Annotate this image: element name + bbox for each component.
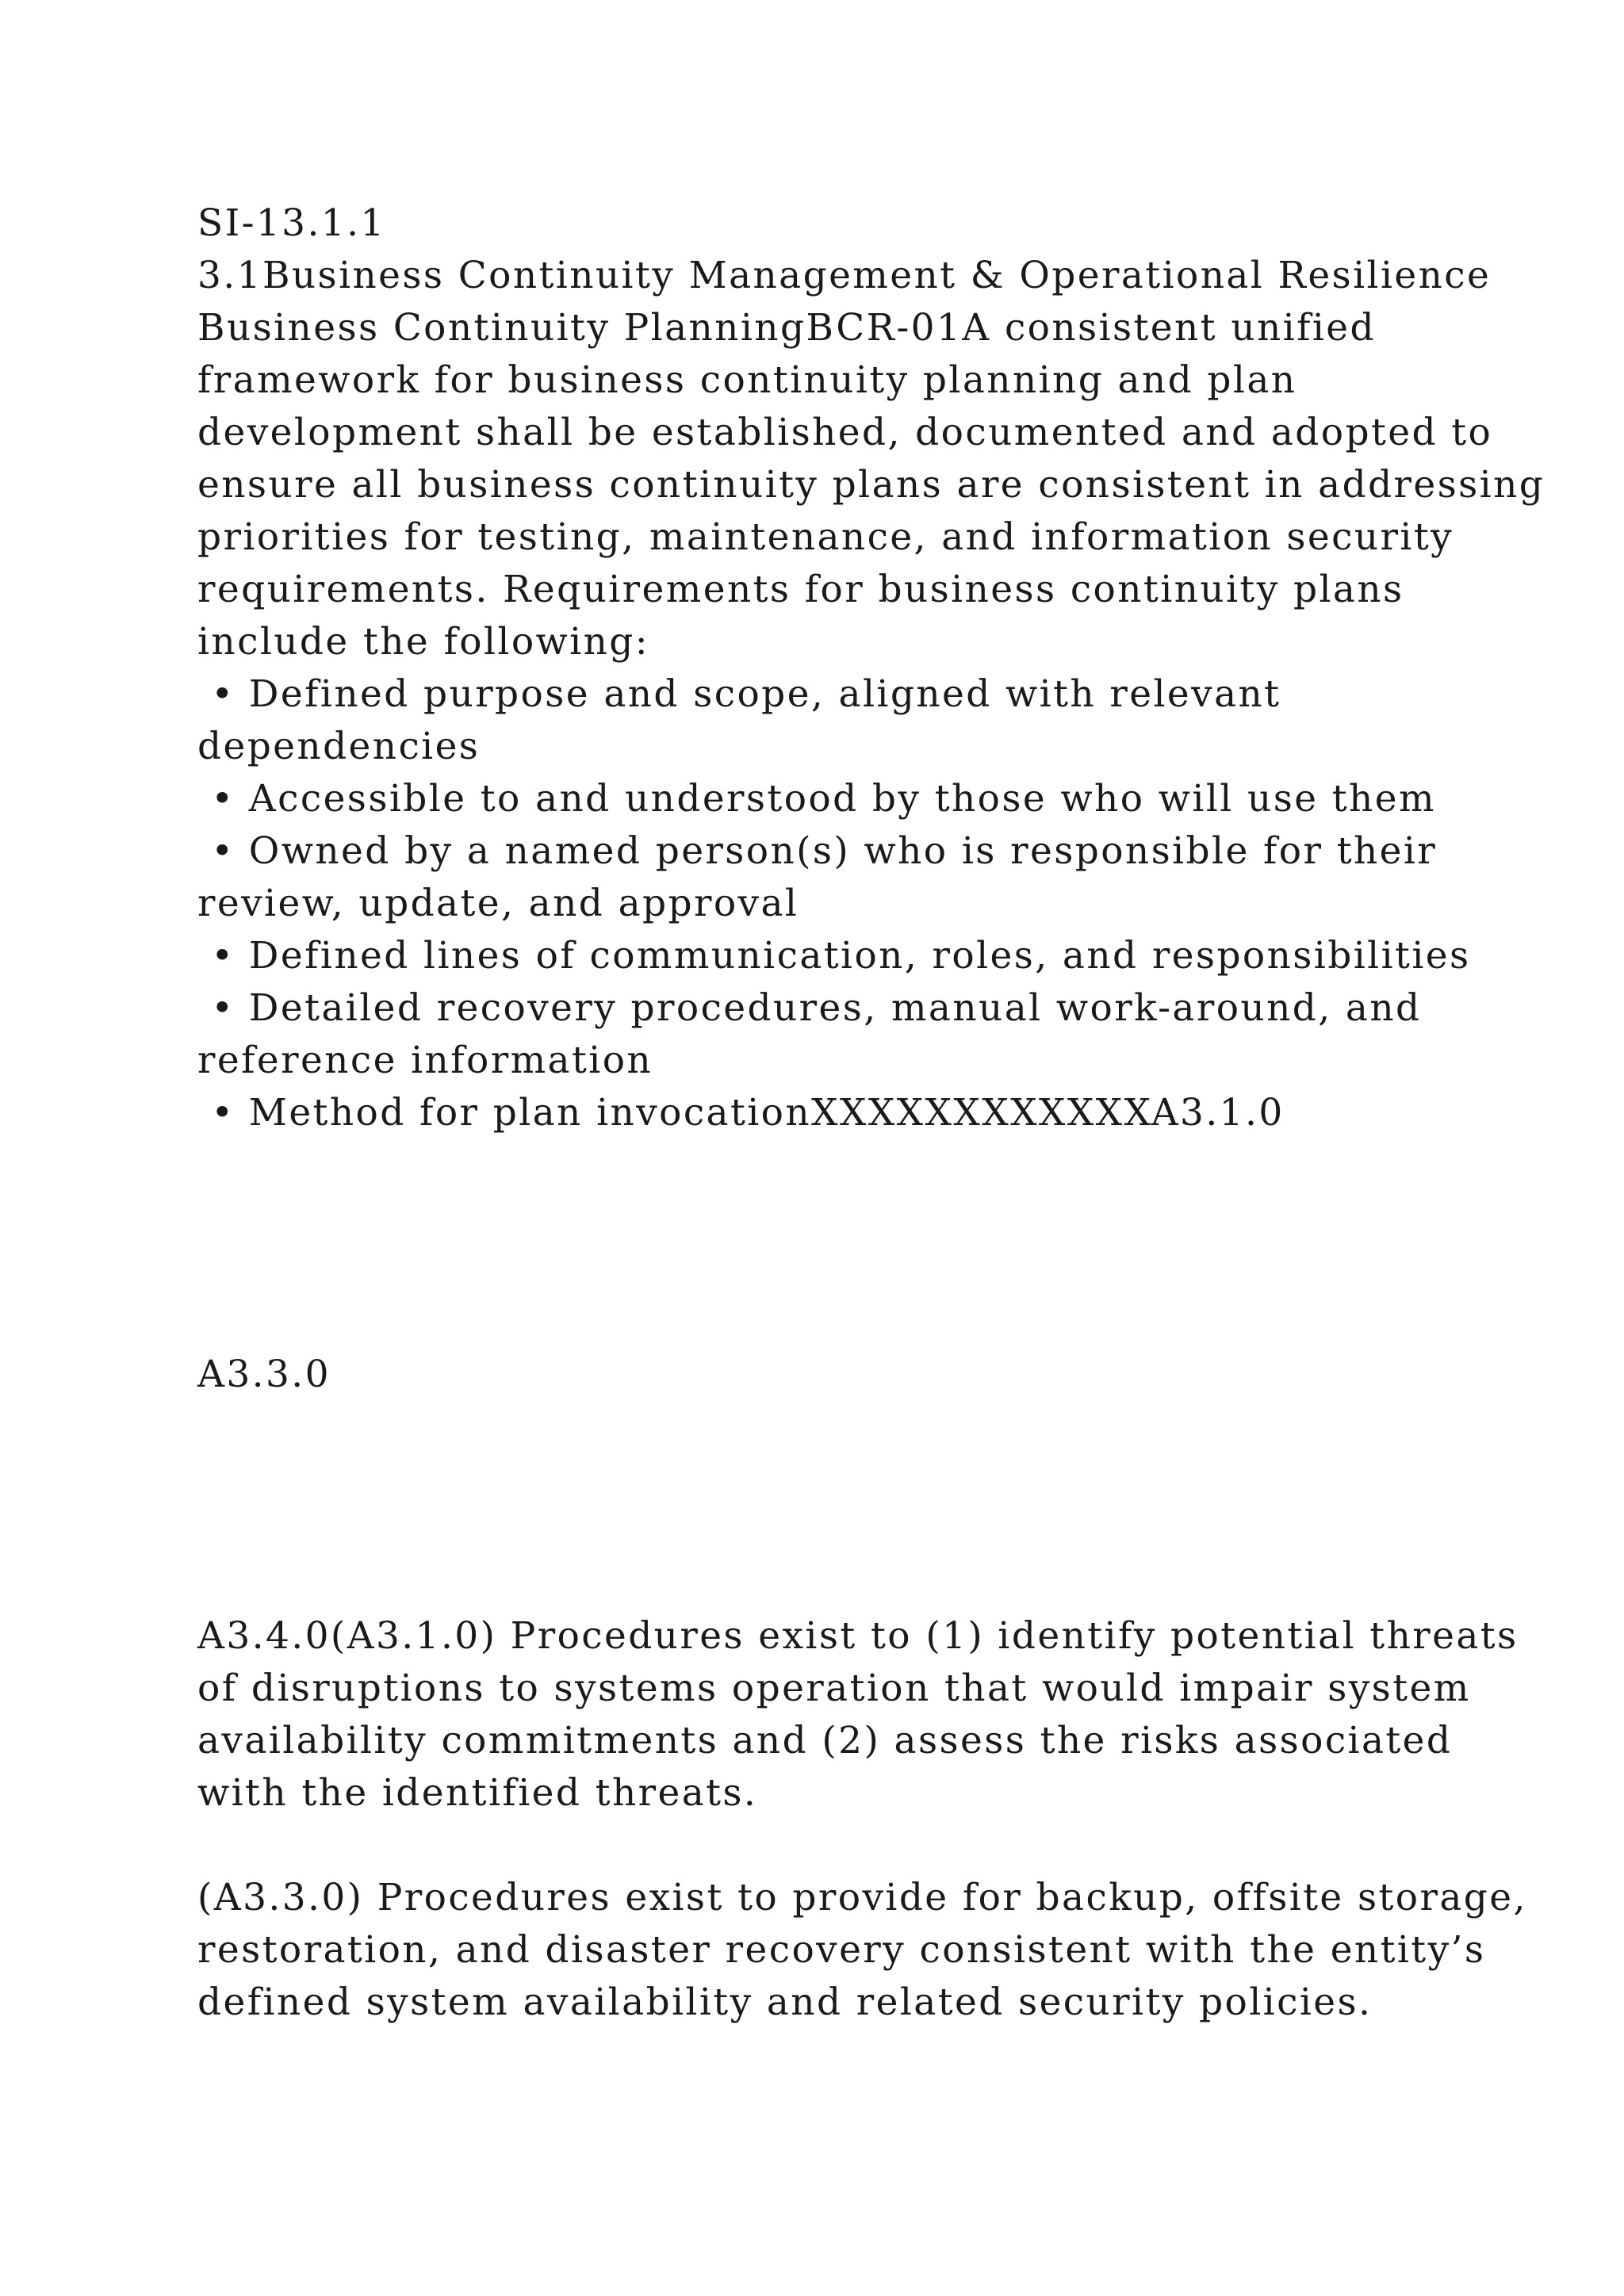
doc-line: Business Continuity PlanningBCR-01A consistent unified	[197, 306, 1377, 350]
doc-line: requirements. Requirements for business continuity plans	[197, 568, 1404, 611]
doc-bullet-line: • Defined purpose and scope, aligned with relevant	[197, 672, 1281, 716]
doc-line: framework for business continuity planning and plan	[197, 358, 1297, 402]
doc-line: availability commitments and (2) assess the risks associated	[197, 1719, 1453, 1762]
doc-line: review, update, and approval	[197, 882, 799, 925]
doc-line-reference: A3.3.0	[197, 1353, 331, 1396]
doc-line: restoration, and disaster recovery consistent with the entity’s	[197, 1928, 1486, 1972]
doc-line: include the following:	[197, 620, 649, 664]
doc-line-section-id: SI-13.1.1	[197, 201, 386, 245]
doc-line: of disruptions to systems operation that would impair system	[197, 1667, 1471, 1710]
doc-bullet-line: • Accessible to and understood by those who will use them	[197, 777, 1436, 821]
doc-line: priorities for testing, maintenance, and information security	[197, 515, 1454, 559]
doc-line: reference information	[197, 1039, 653, 1082]
doc-line-domain-title: 3.1Business Continuity Management & Operational Resilience	[197, 254, 1492, 297]
doc-line: development shall be established, documented and adopted to	[197, 411, 1493, 454]
doc-bullet-line: • Detailed recovery procedures, manual work-around, and	[197, 986, 1422, 1030]
doc-line: A3.4.0(A3.1.0) Procedures exist to (1) identify potential threats	[197, 1614, 1519, 1658]
doc-line: dependencies	[197, 725, 481, 768]
doc-bullet-line: • Defined lines of communication, roles, and responsibilities	[197, 934, 1471, 978]
doc-line: ensure all business continuity plans are consistent in addressing	[197, 463, 1545, 507]
doc-line: (A3.3.0) Procedures exist to provide for backup, offsite storage,	[197, 1876, 1527, 1919]
doc-line: defined system availability and related security policies.	[197, 1980, 1373, 2024]
doc-bullet-line: • Owned by a named person(s) who is responsible for their	[197, 829, 1438, 873]
doc-bullet-line: • Method for plan invocationXXXXXXXXXXXXA3.1.0	[197, 1091, 1285, 1135]
doc-line: with the identified threats.	[197, 1771, 758, 1815]
